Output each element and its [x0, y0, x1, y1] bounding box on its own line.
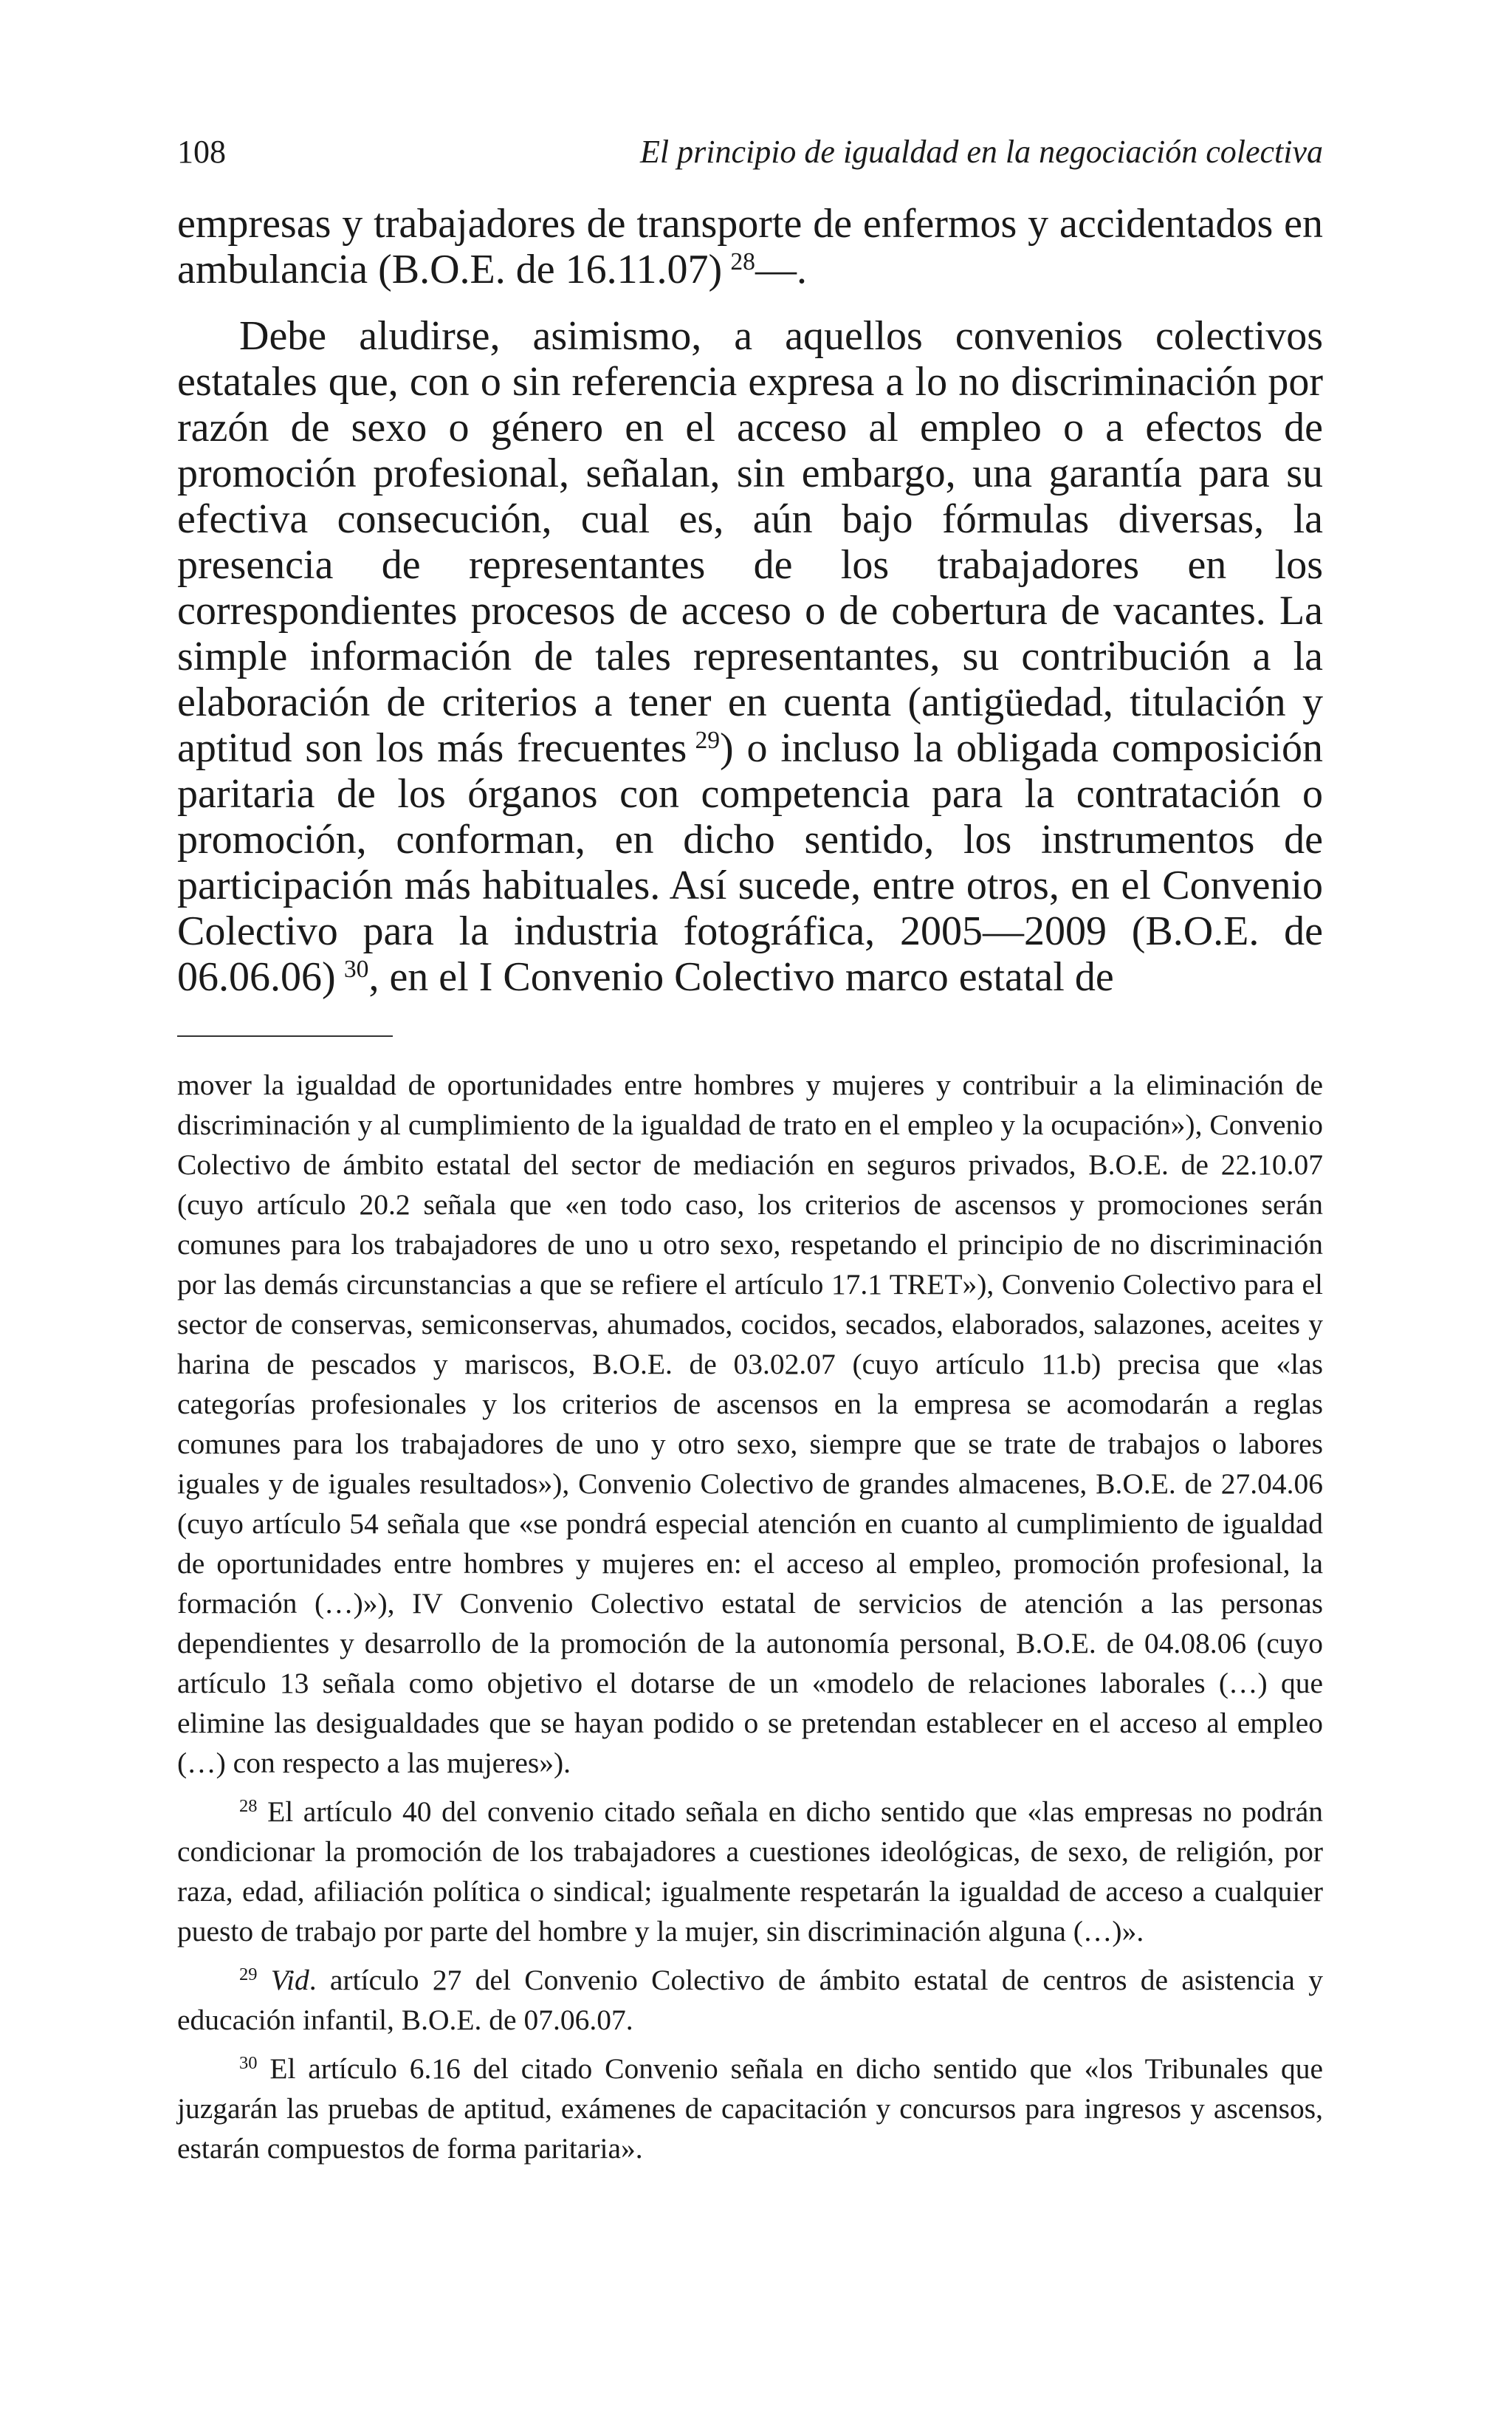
footnote-29-vid: Vid: [270, 1964, 309, 1996]
paragraph-1: [177, 201, 1323, 292]
paragraph-2: [177, 313, 1323, 1000]
footnote-ref-28[interactable]: 28: [730, 247, 755, 275]
paragraph-1-text: empresas y trabajadores de transporte de enfermos y accidentados en ambulancia (B.O.E. de 16.11.07): [177, 201, 1323, 292]
footnote-30-number: 30: [239, 2052, 258, 2073]
footnote-30-text: El artículo 6.16 del citado Convenio señala en dicho sentido que «los Tribunales que juzgarán las pruebas de aptitud, exámenes de capacitación y concursos para ingresos y ascensos, estarán compuestos de forma paritaria».: [177, 2052, 1323, 2165]
paragraph-2-part-a: Debe aludirse, asimismo, a aquellos convenios colectivos estatales que, con o sin referencia expresa a lo no discriminación por razón de sexo o género en el acceso al empleo o a efectos de promoción profesional, señalan, sin embargo, una garantía para su efectiva consecución, cual es, aún bajo fórmulas diversas, la presencia de representantes de los trabajadores en los correspondientes procesos de acceso o de cobertura de vacantes. La simple información de tales representantes, su contribución a la elaboración de criterios a tener en cuenta (antigüedad, titulación y aptitud son los más frecuentes: [177, 313, 1323, 771]
footnotes: [177, 1065, 1323, 2168]
book-page: [177, 133, 1323, 2168]
footnote-29-text: . artículo 27 del Convenio Colectivo de ámbito estatal de centros de asistencia y educación infantil, B.O.E. de 07.06.07.: [177, 1964, 1323, 2036]
running-title: El principio de igualdad en la negociación colectiva: [640, 134, 1323, 170]
footnote-ref-29[interactable]: 29: [695, 726, 721, 754]
footnote-continuation: mover la igualdad de oportunidades entre hombres y mujeres y contribuir a la eliminación de discriminación y al cumplimiento de la igualdad de trato en el empleo y la ocupación»), Convenio Colectivo de ámbito estatal del sector de mediación en seguros privados, B.O.E. de 22.10.07 (cuyo artículo 20.2 señala que «en todo caso, los criterios de ascensos y promociones serán comunes para los trabajadores de uno u otro sexo, respetando el principio de no discriminación por las demás circunstancias a que se refiere el artículo 17.1 TRET»), Convenio Colectivo para el sector de conservas, semiconservas, ahumados, cocidos, secados, elaborados, salazones, aceites y harina de pescados y mariscos, B.O.E. de 03.02.07 (cuyo artículo 11.b) precisa que «las categorías profesionales y los criterios de ascensos en la empresa se acomodarán a reglas comunes para los trabajadores de uno y otro sexo, siempre que se trate de trabajos o labores iguales y de iguales resultados»), Convenio Colectivo de grandes almacenes, B.O.E. de 27.04.06 (cuyo artículo 54 señala que «se pondrá especial atención en cuanto al cumplimiento de igualdad de oportunidades entre hombres y mujeres en: el acceso al empleo, promoción profesional, la formación (…)»), IV Convenio Colectivo estatal de servicios de atención a las personas dependientes y desarrollo de la promoción de la autonomía personal, B.O.E. de 04.08.06 (cuyo artículo 13 señala como objetivo el dotarse de un «modelo de relaciones laborales (…) que elimine las desigualdades que se hayan podido o se pretendan establecer en el acceso al empleo (…) con respecto a las mujeres»).: [177, 1069, 1323, 1779]
footnote-separator: [177, 1035, 393, 1037]
footnote-28: [177, 1792, 1323, 1951]
footnote-28-text: El artículo 40 del convenio citado señala en dicho sentido que «las empresas no podrán condicionar la promoción de los trabajadores a cuestiones ideológicas, de sexo, de religión, por raza, edad, afiliación política o sindical; igualmente respetarán la igualdad de acceso a cualquier puesto de trabajo por parte del hombre y la mujer, sin discriminación alguna (…)».: [177, 1795, 1323, 1947]
footnote-ref-30[interactable]: 30: [343, 955, 369, 983]
paragraph-1-end: —.: [755, 247, 807, 292]
footnote-28-number: 28: [239, 1795, 258, 1816]
running-header: [177, 133, 1323, 171]
footnote-30: [177, 2049, 1323, 2168]
paragraph-2-part-b: ) o incluso la obligada composición paritaria de los órganos con competencia para la contratación o promoción, conforman, en dicho sentido, los instrumentos de participación más habituales. Así sucede, entre otros, en el Convenio Colectivo para la industria fotográfica, 2005—2009 (B.O.E. de 06.06.06): [177, 725, 1323, 1000]
footnote-29: [177, 1960, 1323, 2040]
body-text: [177, 201, 1323, 1000]
paragraph-2-part-c: , en el I Convenio Colectivo marco estatal de: [368, 954, 1114, 1000]
page-number: 108: [177, 134, 226, 170]
footnote-29-number: 29: [239, 1964, 258, 1984]
